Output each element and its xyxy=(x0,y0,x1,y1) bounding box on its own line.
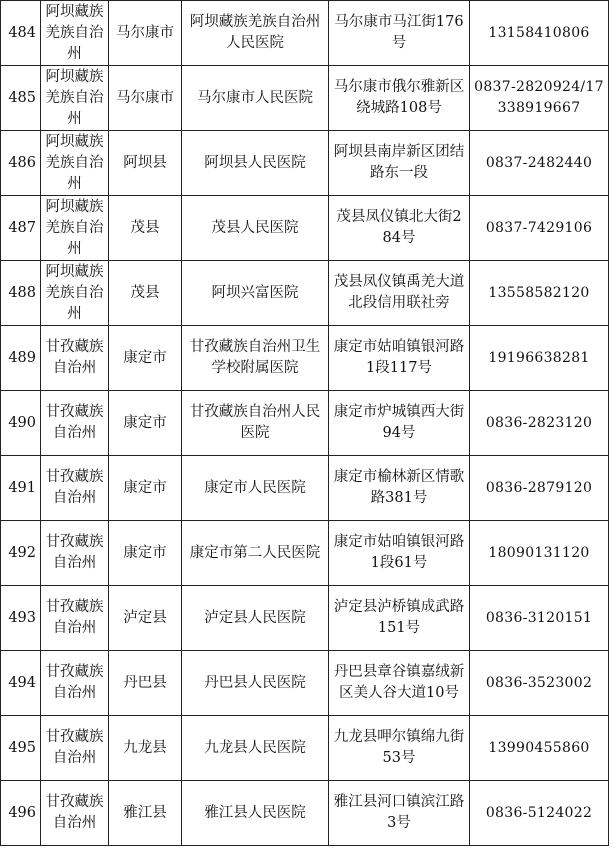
phone-cell: 0836-2879120 xyxy=(470,456,609,521)
prefecture-cell: 阿坝藏族羌族自治州 xyxy=(41,261,109,326)
phone-cell: 13158410806 xyxy=(470,1,609,66)
table-row xyxy=(1,456,609,521)
row-number: 489 xyxy=(1,326,41,391)
phone-cell: 0837-7429106 xyxy=(470,196,609,261)
phone-cell: 13558582120 xyxy=(470,261,609,326)
county-cell: 马尔康市 xyxy=(109,66,182,131)
prefecture-cell: 甘孜藏族自治州 xyxy=(41,521,109,586)
address-cell: 康定市炉城镇西大街94号 xyxy=(329,391,470,456)
prefecture-cell: 甘孜藏族自治州 xyxy=(41,326,109,391)
phone-cell: 19196638281 xyxy=(470,326,609,391)
table-row xyxy=(1,716,609,781)
address-cell: 马尔康市俄尔雅新区绕城路108号 xyxy=(329,66,470,131)
county-cell: 马尔康市 xyxy=(109,1,182,66)
county-cell: 丹巴县 xyxy=(109,651,182,716)
address-cell: 泸定县泸桥镇成武路151号 xyxy=(329,586,470,651)
table-row xyxy=(1,66,609,131)
row-number: 490 xyxy=(1,391,41,456)
prefecture-cell: 阿坝藏族羌族自治州 xyxy=(41,1,109,66)
address-cell: 茂县凤仪镇北大街284号 xyxy=(329,196,470,261)
county-cell: 康定市 xyxy=(109,456,182,521)
county-cell: 康定市 xyxy=(109,391,182,456)
county-cell: 九龙县 xyxy=(109,716,182,781)
table-body xyxy=(1,1,609,846)
hospital-name-cell: 甘孜藏族自治州卫生学校附属医院 xyxy=(182,326,329,391)
address-cell: 丹巴县章谷镇嘉绒新区美人谷大道10号 xyxy=(329,651,470,716)
row-number: 495 xyxy=(1,716,41,781)
row-number: 486 xyxy=(1,131,41,196)
table-row xyxy=(1,781,609,846)
hospital-name-cell: 阿坝藏族羌族自治州人民医院 xyxy=(182,1,329,66)
row-number: 488 xyxy=(1,261,41,326)
row-number: 487 xyxy=(1,196,41,261)
prefecture-cell: 阿坝藏族羌族自治州 xyxy=(41,66,109,131)
row-number: 496 xyxy=(1,781,41,846)
address-cell: 康定市榆林新区情歌路381号 xyxy=(329,456,470,521)
prefecture-cell: 甘孜藏族自治州 xyxy=(41,456,109,521)
address-cell: 康定市姑咱镇银河路1段61号 xyxy=(329,521,470,586)
phone-cell: 0836-2823120 xyxy=(470,391,609,456)
prefecture-cell: 甘孜藏族自治州 xyxy=(41,651,109,716)
county-cell: 雅江县 xyxy=(109,781,182,846)
row-number: 485 xyxy=(1,66,41,131)
address-cell: 阿坝县南岸新区团结路东一段 xyxy=(329,131,470,196)
phone-cell: 0836-3523002 xyxy=(470,651,609,716)
address-cell: 康定市姑咱镇银河路1段117号 xyxy=(329,326,470,391)
table-row xyxy=(1,261,609,326)
hospital-name-cell: 茂县人民医院 xyxy=(182,196,329,261)
address-cell: 茂县凤仪镇禹羌大道北段信用联社旁 xyxy=(329,261,470,326)
table-row xyxy=(1,326,609,391)
address-cell: 雅江县河口镇滨江路3号 xyxy=(329,781,470,846)
prefecture-cell: 阿坝藏族羌族自治州 xyxy=(41,196,109,261)
county-cell: 康定市 xyxy=(109,326,182,391)
county-cell: 茂县 xyxy=(109,196,182,261)
table-row xyxy=(1,586,609,651)
row-number: 484 xyxy=(1,1,41,66)
hospital-name-cell: 马尔康市人民医院 xyxy=(182,66,329,131)
hospital-name-cell: 甘孜藏族自治州人民医院 xyxy=(182,391,329,456)
prefecture-cell: 甘孜藏族自治州 xyxy=(41,716,109,781)
hospital-name-cell: 康定市第二人民医院 xyxy=(182,521,329,586)
prefecture-cell: 甘孜藏族自治州 xyxy=(41,781,109,846)
phone-cell: 18090131120 xyxy=(470,521,609,586)
hospital-name-cell: 雅江县人民医院 xyxy=(182,781,329,846)
table-row xyxy=(1,1,609,66)
hospital-name-cell: 九龙县人民医院 xyxy=(182,716,329,781)
row-number: 494 xyxy=(1,651,41,716)
table-row xyxy=(1,391,609,456)
hospital-name-cell: 阿坝县人民医院 xyxy=(182,131,329,196)
county-cell: 茂县 xyxy=(109,261,182,326)
prefecture-cell: 甘孜藏族自治州 xyxy=(41,586,109,651)
hospital-name-cell: 康定市人民医院 xyxy=(182,456,329,521)
hospital-name-cell: 丹巴县人民医院 xyxy=(182,651,329,716)
county-cell: 康定市 xyxy=(109,521,182,586)
table-row xyxy=(1,651,609,716)
phone-cell: 13990455860 xyxy=(470,716,609,781)
prefecture-cell: 甘孜藏族自治州 xyxy=(41,391,109,456)
phone-cell: 0836-5124022 xyxy=(470,781,609,846)
table-row xyxy=(1,521,609,586)
prefecture-cell: 阿坝藏族羌族自治州 xyxy=(41,131,109,196)
hospital-name-cell: 阿坝兴富医院 xyxy=(182,261,329,326)
row-number: 493 xyxy=(1,586,41,651)
row-number: 491 xyxy=(1,456,41,521)
address-cell: 马尔康市马江街176号 xyxy=(329,1,470,66)
table-row xyxy=(1,196,609,261)
address-cell: 九龙县呷尔镇绵九街53号 xyxy=(329,716,470,781)
row-number: 492 xyxy=(1,521,41,586)
phone-cell: 0836-3120151 xyxy=(470,586,609,651)
table-row xyxy=(1,131,609,196)
county-cell: 阿坝县 xyxy=(109,131,182,196)
phone-cell: 0837-2820924/17338919667 xyxy=(470,66,609,131)
hospital-name-cell: 泸定县人民医院 xyxy=(182,586,329,651)
county-cell: 泸定县 xyxy=(109,586,182,651)
phone-cell: 0837-2482440 xyxy=(470,131,609,196)
